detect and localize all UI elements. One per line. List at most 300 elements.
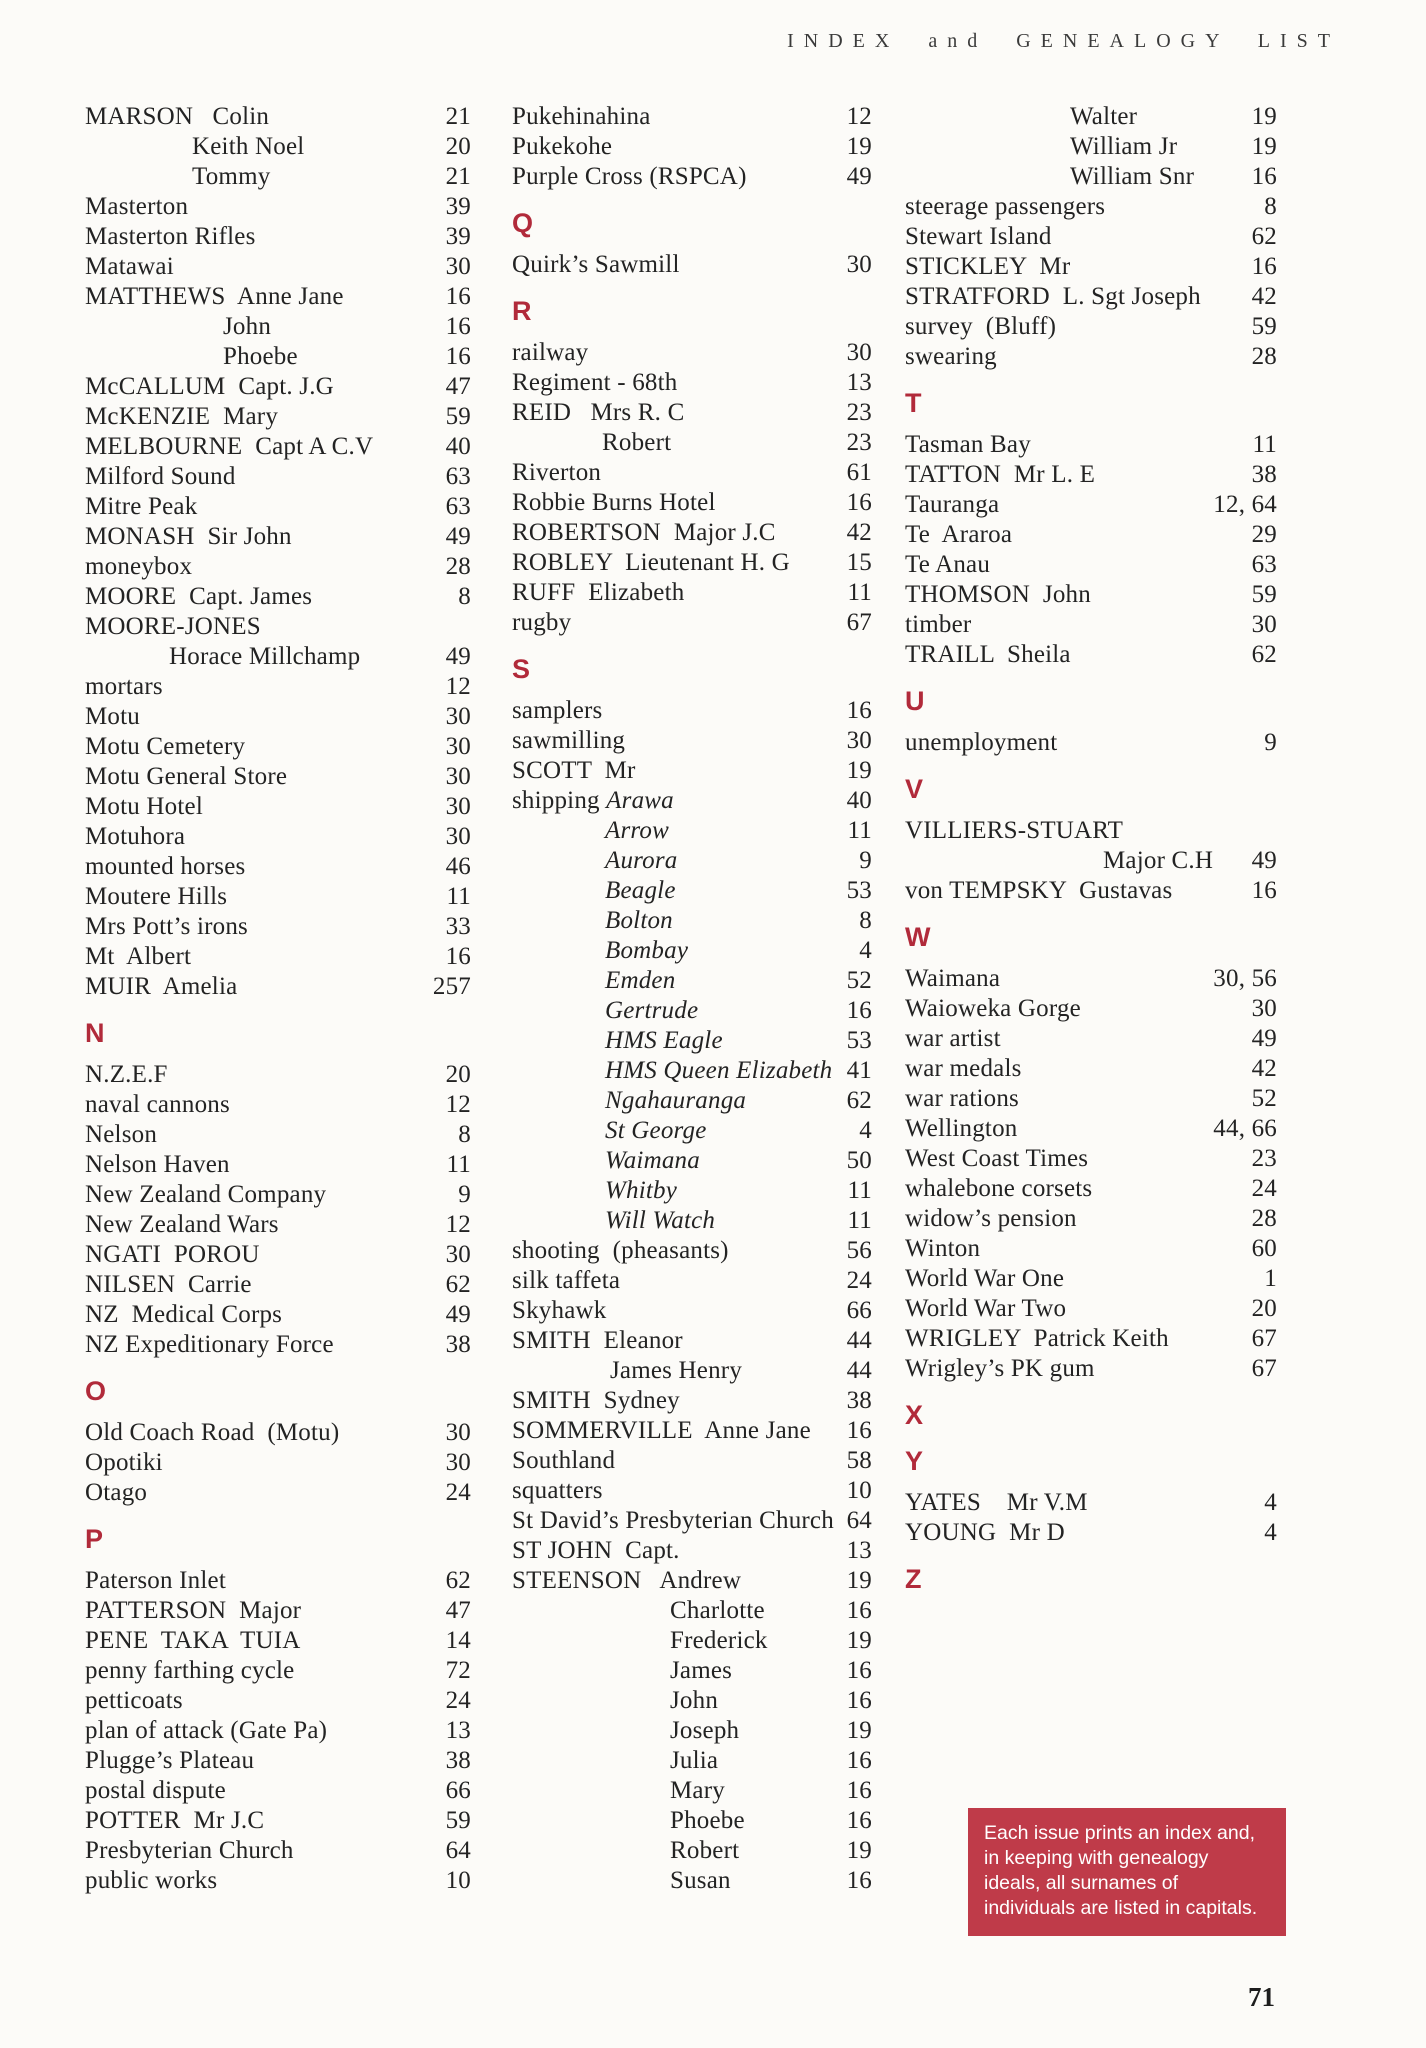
index-entry-label: von TEMPSKY Gustavas [905, 877, 1173, 904]
index-column-1 [85, 102, 471, 1896]
index-entry-label: Winton [905, 1235, 981, 1262]
index-entry [905, 490, 1277, 520]
index-entry-label: Regiment - 68th [512, 369, 678, 396]
index-entry-page-number: 4 [1264, 1489, 1277, 1516]
index-entry-label: war artist [905, 1025, 1001, 1052]
index-entry-label: Stewart Island [905, 223, 1052, 250]
index-entry [85, 882, 471, 912]
index-entry-label: Charlotte [670, 1597, 765, 1624]
index-entry-page-number: 11 [847, 579, 872, 606]
index-entry-page-number: 11 [847, 1207, 872, 1234]
index-entry [512, 1596, 872, 1626]
section-letter-q: Q [512, 208, 534, 238]
index-entry-page-number: 44, 66 [1213, 1115, 1277, 1142]
index-entry-page-number: 16 [846, 1657, 872, 1684]
index-entry [905, 102, 1277, 132]
index-entry [905, 1488, 1277, 1518]
index-entry-label: NZ Expeditionary Force [85, 1331, 334, 1358]
index-entry [85, 1300, 471, 1330]
index-entry-label: Susan [670, 1867, 731, 1894]
index-entry-label: Wellington [905, 1115, 1018, 1142]
index-entry [905, 1024, 1277, 1054]
index-entry-page-number: 16 [846, 1687, 872, 1714]
index-entry-page-number: 4 [859, 1117, 872, 1144]
index-entry [85, 552, 471, 582]
index-entry-label: Walter [1070, 103, 1138, 130]
index-entry [512, 966, 872, 996]
index-entry [85, 972, 471, 1002]
index-entry-page-number: 13 [846, 369, 872, 396]
section-letter-t: T [905, 388, 922, 418]
index-entry-page-number: 9 [458, 1181, 471, 1208]
index-entry [905, 252, 1277, 282]
index-entry-page-number: 16 [846, 697, 872, 724]
index-entry [905, 1054, 1277, 1084]
index-entry-page-number: 64 [846, 1507, 872, 1534]
index-entry [512, 1356, 872, 1386]
index-entry-page-number: 46 [445, 853, 471, 880]
index-entry-page-number: 19 [846, 133, 872, 160]
index-entry [85, 162, 471, 192]
index-entry-page-number: 16 [846, 1747, 872, 1774]
index-entry-page-number: 9 [1264, 729, 1277, 756]
index-entry-page-number: 30, 56 [1213, 965, 1277, 992]
index-entry [85, 1596, 471, 1626]
index-entry [512, 578, 872, 608]
index-entry-label: STICKLEY Mr [905, 253, 1071, 280]
index-entry-page-number: 62 [846, 1087, 872, 1114]
index-entry-page-number: 16 [846, 1597, 872, 1624]
index-entry-label: Robbie Burns Hotel [512, 489, 716, 516]
index-entry-page-number: 24 [445, 1479, 471, 1506]
index-entry-label: plan of attack (Gate Pa) [85, 1717, 328, 1744]
index-entry-page-number: 52 [1251, 1085, 1277, 1112]
index-entry-label: Pukekohe [512, 133, 613, 160]
index-entry-page-number: 16 [846, 1867, 872, 1894]
index-entry-ship-name: Beagle [605, 877, 676, 904]
index-entry-ship-name: Bolton [605, 907, 673, 934]
index-entry-label [512, 1146, 700, 1176]
index-entry-label: silk taffeta [512, 1267, 621, 1294]
index-entry-page-number: 20 [445, 1061, 471, 1088]
index-entry [512, 488, 872, 518]
index-entry-label: Phoebe [670, 1807, 745, 1834]
index-entry [512, 1626, 872, 1656]
index-entry-page-number: 16 [445, 313, 471, 340]
index-entry [85, 1270, 471, 1300]
index-entry-label: World War Two [905, 1295, 1067, 1322]
index-entry [85, 222, 471, 252]
index-entry [512, 1866, 872, 1896]
index-entry-page-number: 49 [445, 1301, 471, 1328]
index-entry [512, 726, 872, 756]
index-entry [905, 222, 1277, 252]
index-entry-label: Southland [512, 1447, 616, 1474]
index-entry-page-number: 9 [859, 847, 872, 874]
index-entry-ship-name: Arawa [606, 787, 674, 814]
index-entry [85, 1150, 471, 1180]
index-entry-page-number: 41 [846, 1057, 872, 1084]
index-entry [85, 132, 471, 162]
index-entry-label: ROBLEY Lieutenant H. G [512, 549, 790, 576]
index-entry-label: MONASH Sir John [85, 523, 292, 550]
index-entry-page-number: 28 [1251, 343, 1277, 370]
index-entry-page-number: 24 [846, 1267, 872, 1294]
index-entry [905, 1114, 1277, 1144]
index-entry [512, 1836, 872, 1866]
index-entry-page-number: 62 [1251, 223, 1277, 250]
index-entry-label: Masterton [85, 193, 189, 220]
index-entry-label: widow’s pension [905, 1205, 1077, 1232]
index-entry-page-number: 49 [1251, 847, 1277, 874]
index-entry [512, 1296, 872, 1326]
index-entry-page-number: 19 [1251, 103, 1277, 130]
index-entry-label: railway [512, 339, 589, 366]
index-entry-page-number: 8 [859, 907, 872, 934]
index-entry [905, 1144, 1277, 1174]
index-entry-label: St David’s Presbyterian Church [512, 1507, 834, 1534]
note-box-text: Each issue prints an index and, in keeping with genealogy ideals, all surnames of individuals are listed in capitals. [984, 1822, 1258, 1919]
index-entry-ship-name: HMS Queen Elizabeth [605, 1057, 833, 1084]
index-entry [905, 1234, 1277, 1264]
index-entry [905, 728, 1277, 758]
section-letter-w: W [905, 922, 931, 952]
index-entry-page-number: 67 [1251, 1325, 1277, 1352]
section-letter-r: R [512, 296, 532, 326]
index-entry-label: SOMMERVILLE Anne Jane [512, 1417, 811, 1444]
index-entry-label: Motu [85, 703, 140, 730]
index-entry-label [512, 966, 675, 996]
index-entry-page-number: 49 [1251, 1025, 1277, 1052]
index-entry-page-number: 4 [1264, 1519, 1277, 1546]
index-entry-label: SMITH Sydney [512, 1387, 680, 1414]
index-entry [85, 432, 471, 462]
index-entry-page-number: 4 [859, 937, 872, 964]
index-entry [85, 312, 471, 342]
index-entry [85, 1120, 471, 1150]
index-entry-label: Keith Noel [192, 133, 305, 160]
index-entry [85, 612, 471, 642]
index-entry-page-number: 12 [846, 103, 872, 130]
index-entry [85, 1866, 471, 1896]
index-entry-page-number: 30 [445, 733, 471, 760]
index-entry-label: Waioweka Gorge [905, 995, 1081, 1022]
index-entry [85, 792, 471, 822]
index-entry [85, 1210, 471, 1240]
section-letter-s: S [512, 654, 531, 684]
index-entry-label: MATTHEWS Anne Jane [85, 283, 344, 310]
index-entry-page-number: 38 [846, 1387, 872, 1414]
index-entry-label: MELBOURNE Capt A C.V [85, 433, 374, 460]
index-entry-page-number: 8 [458, 1121, 471, 1148]
index-entry [85, 1060, 471, 1090]
index-entry-page-number: 10 [445, 1867, 471, 1894]
index-entry-label [512, 816, 669, 846]
index-entry [85, 1240, 471, 1270]
index-entry [512, 1236, 872, 1266]
index-entry-label: NILSEN Carrie [85, 1271, 252, 1298]
index-entry [905, 1084, 1277, 1114]
index-entry-page-number: 16 [846, 489, 872, 516]
index-entry [905, 846, 1277, 876]
index-entry [905, 430, 1277, 460]
index-entry-page-number: 30 [445, 793, 471, 820]
index-entry [85, 702, 471, 732]
index-entry-ship-name: Waimana [605, 1147, 700, 1174]
index-entry-page-number: 49 [846, 163, 872, 190]
index-entry-page-number: 61 [846, 459, 872, 486]
index-column-2 [512, 102, 872, 1896]
index-entry-page-number: 62 [1251, 641, 1277, 668]
index-entry-label: Motu Cemetery [85, 733, 246, 760]
index-entry-label: Motu General Store [85, 763, 288, 790]
index-entry-label: Tommy [192, 163, 271, 190]
index-entry-label [512, 996, 698, 1026]
index-entry-label: New Zealand Company [85, 1181, 327, 1208]
index-entry-label: rugby [512, 609, 572, 636]
index-entry [512, 368, 872, 398]
index-entry-label: RUFF Elizabeth [512, 579, 685, 606]
index-entry [85, 282, 471, 312]
index-entry-label: John [223, 313, 272, 340]
index-entry [905, 460, 1277, 490]
index-entry-page-number: 20 [445, 133, 471, 160]
index-entry-label: Paterson Inlet [85, 1567, 226, 1594]
index-entry-label: William Snr [1070, 163, 1195, 190]
index-entry-page-number: 16 [846, 1417, 872, 1444]
section-letter-y: Y [905, 1446, 924, 1476]
index-entry-page-number: 19 [846, 1567, 872, 1594]
index-entry [512, 428, 872, 458]
index-entry [512, 518, 872, 548]
index-entry-label: shipping Arawa [512, 787, 674, 814]
index-entry [905, 1174, 1277, 1204]
index-entry [512, 906, 872, 936]
index-entry-ship-name: Aurora [605, 847, 678, 874]
index-entry-page-number: 30 [445, 823, 471, 850]
index-entry-page-number: 15 [846, 549, 872, 576]
index-entry-label: James Henry [610, 1357, 743, 1384]
index-entry [512, 1746, 872, 1776]
index-entry [905, 1354, 1277, 1384]
index-entry-page-number: 23 [1251, 1145, 1277, 1172]
page-header-title: INDEX and GENEALOGY LIST [787, 30, 1340, 52]
index-entry-page-number: 59 [445, 403, 471, 430]
index-entry-label: MOORE Capt. James [85, 583, 313, 610]
index-entry [512, 1416, 872, 1446]
index-entry [85, 492, 471, 522]
index-entry [512, 1056, 872, 1086]
index-entry [512, 696, 872, 726]
index-entry-label: MOORE-JONES [85, 613, 261, 640]
index-entry-label: samplers [512, 697, 603, 724]
index-entry-page-number: 30 [846, 251, 872, 278]
index-entry [905, 580, 1277, 610]
index-entry-label: Mitre Peak [85, 493, 198, 520]
index-entry [905, 876, 1277, 906]
index-entry-label: timber [905, 611, 972, 638]
index-entry-label: MUIR Amelia [85, 973, 238, 1000]
index-entry-label: squatters [512, 1477, 603, 1504]
index-entry [85, 582, 471, 612]
index-entry-label: McCALLUM Capt. J.G [85, 373, 334, 400]
index-entry [512, 1656, 872, 1686]
index-entry-label [512, 1206, 715, 1236]
index-entry-page-number: 64 [445, 1837, 471, 1864]
index-entry-label: Horace Millchamp [169, 643, 361, 670]
section-letter-v: V [905, 774, 924, 804]
index-entry-page-number: 19 [846, 1837, 872, 1864]
index-entry-label: World War One [905, 1265, 1065, 1292]
index-entry [85, 1330, 471, 1360]
index-entry-label: WRIGLEY Patrick Keith [905, 1325, 1169, 1352]
index-entry-page-number: 72 [445, 1657, 471, 1684]
index-entry-label: war rations [905, 1085, 1019, 1112]
index-entry-page-number: 60 [1251, 1235, 1277, 1262]
index-entry-page-number: 1 [1264, 1265, 1277, 1292]
index-entry [512, 548, 872, 578]
index-entry-page-number: 67 [1251, 1355, 1277, 1382]
index-entry-label: McKENZIE Mary [85, 403, 279, 430]
index-entry-page-number: 29 [1251, 521, 1277, 548]
index-entry-label: NGATI POROU [85, 1241, 260, 1268]
index-entry-label: moneybox [85, 553, 193, 580]
index-entry [905, 816, 1277, 846]
index-entry [905, 1204, 1277, 1234]
index-entry [85, 1448, 471, 1478]
index-entry-label: MARSON Colin [85, 103, 270, 130]
index-entry [512, 1716, 872, 1746]
index-entry [512, 1116, 872, 1146]
index-entry-page-number: 30 [846, 727, 872, 754]
index-entry [85, 822, 471, 852]
index-entry [905, 550, 1277, 580]
index-entry-label: Matawai [85, 253, 174, 280]
index-entry [512, 102, 872, 132]
index-entry-page-number: 16 [846, 1777, 872, 1804]
index-entry-page-number: 30 [445, 763, 471, 790]
index-entry-page-number: 14 [445, 1627, 471, 1654]
index-entry [85, 462, 471, 492]
index-entry [512, 132, 872, 162]
index-entry-page-number: 44 [846, 1327, 872, 1354]
index-entry-page-number: 66 [846, 1297, 872, 1324]
section-letter-x: X [905, 1400, 924, 1430]
index-entry-page-number: 44 [846, 1357, 872, 1384]
index-entry-label [512, 906, 673, 936]
index-entry [905, 192, 1277, 222]
index-entry-label: Joseph [670, 1717, 740, 1744]
index-entry-page-number: 28 [445, 553, 471, 580]
index-entry-page-number: 12 [445, 1091, 471, 1118]
index-entry-page-number: 11 [847, 1177, 872, 1204]
index-entry-ship-name: Emden [605, 967, 676, 994]
index-entry-page-number: 28 [1251, 1205, 1277, 1232]
index-entry-label: shooting (pheasants) [512, 1237, 729, 1264]
index-entry [512, 1326, 872, 1356]
index-entry [85, 1806, 471, 1836]
index-entry-page-number: 59 [1251, 313, 1277, 340]
index-entry-page-number: 23 [846, 429, 872, 456]
index-entry-label: Old Coach Road (Motu) [85, 1419, 340, 1446]
index-entry-label: Nelson Haven [85, 1151, 230, 1178]
index-entry-label: Opotiki [85, 1449, 163, 1476]
index-entry-page-number: 16 [445, 943, 471, 970]
index-entry-page-number: 19 [846, 1717, 872, 1744]
index-entry [512, 1146, 872, 1176]
index-entry-label: SMITH Eleanor [512, 1327, 683, 1354]
index-entry-page-number: 8 [458, 583, 471, 610]
index-entry-label: war medals [905, 1055, 1022, 1082]
index-entry-page-number: 49 [445, 523, 471, 550]
index-entry-page-number: 30 [445, 1419, 471, 1446]
index-entry-page-number: 30 [445, 703, 471, 730]
index-entry-label: sawmilling [512, 727, 626, 754]
index-entry-label: YOUNG Mr D [905, 1519, 1065, 1546]
index-entry-page-number: 16 [1251, 163, 1277, 190]
index-entry-label: Te Araroa [905, 521, 1013, 548]
index-entry-page-number: 59 [445, 1807, 471, 1834]
index-entry-page-number: 39 [445, 223, 471, 250]
page-number: 71 [1248, 1982, 1275, 2012]
index-entry [85, 762, 471, 792]
index-entry-label: steerage passengers [905, 193, 1106, 220]
index-entry-label [512, 846, 678, 876]
index-entry-ship-name: Whitby [605, 1177, 678, 1204]
index-entry-page-number: 8 [1264, 193, 1277, 220]
index-entry [85, 1418, 471, 1448]
index-entry [85, 1836, 471, 1866]
index-entry-label: Motuhora [85, 823, 186, 850]
index-entry-label: unemployment [905, 729, 1058, 756]
index-entry [85, 1686, 471, 1716]
index-entry-page-number: 66 [445, 1777, 471, 1804]
index-entry-page-number: 42 [1251, 283, 1277, 310]
index-entry-page-number: 49 [445, 643, 471, 670]
index-entry [512, 398, 872, 428]
index-entry-label: POTTER Mr J.C [85, 1807, 265, 1834]
index-entry-page-number: 19 [846, 757, 872, 784]
index-entry [905, 1264, 1277, 1294]
index-entry-page-number: 63 [445, 463, 471, 490]
index-entry [512, 1476, 872, 1506]
index-entry-page-number: 12, 64 [1213, 491, 1277, 518]
index-entry-label: Masterton Rifles [85, 223, 256, 250]
index-entry [85, 522, 471, 552]
index-entry [905, 964, 1277, 994]
index-entry-label: TATTON Mr L. E [905, 461, 1096, 488]
index-entry-label: New Zealand Wars [85, 1211, 279, 1238]
index-entry-page-number: 62 [445, 1271, 471, 1298]
index-entry [85, 1180, 471, 1210]
index-entry [512, 1806, 872, 1836]
index-entry-label: whalebone corsets [905, 1175, 1093, 1202]
index-entry-label: mortars [85, 673, 163, 700]
index-entry-label: Milford Sound [85, 463, 236, 490]
index-entry-label: VILLIERS-STUART [905, 817, 1124, 844]
index-entry [85, 672, 471, 702]
index-entry-label [512, 936, 688, 966]
index-entry [85, 642, 471, 672]
index-entry-ship-name: Will Watch [605, 1207, 716, 1234]
index-entry [905, 1518, 1277, 1548]
index-entry-page-number: 20 [1251, 1295, 1277, 1322]
index-entry-page-number: 58 [846, 1447, 872, 1474]
index-entry-page-number: 21 [445, 103, 471, 130]
index-entry-page-number: 16 [846, 1807, 872, 1834]
index-entry-page-number: 40 [445, 433, 471, 460]
index-entry-label: survey (Bluff) [905, 313, 1057, 340]
